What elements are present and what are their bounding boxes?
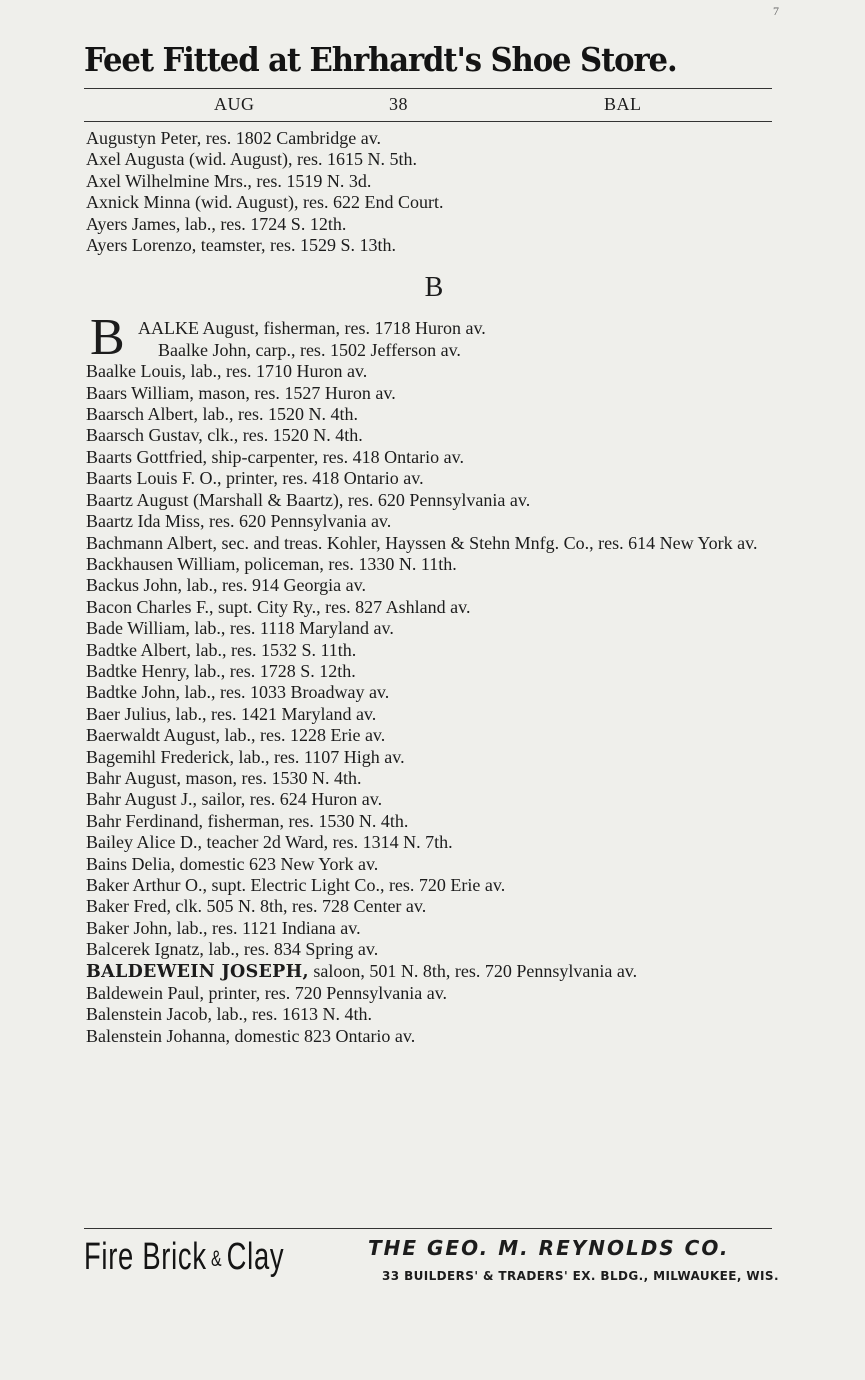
featured-name: BALDEWEIN JOSEPH, — [86, 961, 309, 982]
footer-rule — [84, 1228, 772, 1229]
list-item: Balenstein Jacob, lab., res. 1613 N. 4th. — [86, 1004, 372, 1025]
list-item: Bade William, lab., res. 1118 Maryland av. — [86, 618, 394, 639]
dropcap-entry — [86, 309, 774, 367]
company-address: 33 BUILDERS' & TRADERS' EX. BLDG., MILWAUKEE, WIS. — [382, 1269, 779, 1283]
running-head-left: AUG — [214, 94, 255, 114]
list-item: Bachmann Albert, sec. and treas. Kohler, Hayssen & Stehn Mnfg. Co., res. 614 New York av. — [86, 532, 758, 553]
company-name: THE GEO. M. REYNOLDS CO. — [368, 1236, 730, 1260]
fire-brick-clay-ad — [84, 1236, 284, 1279]
list-item: Bailey Alice D., teacher 2d Ward, res. 1314 N. 7th. — [86, 832, 453, 853]
list-item: AALKE August, fisherman, res. 1718 Huron av. — [138, 318, 486, 339]
list-item: Baldewein Paul, printer, res. 720 Pennsylvania av. — [86, 983, 448, 1004]
ampersand-ornament: & — [211, 1245, 223, 1271]
list-item: Bahr August, mason, res. 1530 N. 4th. — [86, 767, 362, 788]
list-item: Baalke Louis, lab., res. 1710 Huron av. — [86, 361, 368, 382]
dropcap-initial: B — [90, 309, 125, 367]
list-item: Bahr Ferdinand, fisherman, res. 1530 N. 4th. — [86, 810, 409, 831]
list-item: Baarsch Albert, lab., res. 1520 N. 4th. — [86, 404, 358, 425]
clay-text: Clay — [226, 1236, 285, 1278]
list-item: Backhausen William, policeman, res. 1330 N. 11th. — [86, 553, 457, 574]
list-item: Baartz Ida Miss, res. 620 Pennsylvania av. — [86, 511, 392, 532]
fire-brick-text: Fire Brick — [84, 1236, 207, 1278]
running-head — [84, 94, 772, 116]
section-letter: B — [424, 272, 444, 304]
list-item: Badtke John, lab., res. 1033 Broadway av. — [86, 682, 390, 703]
list-item: Ayers Lorenzo, teamster, res. 1529 S. 13th. — [86, 235, 397, 256]
list-item: Baarts Gottfried, ship-carpenter, res. 418 Ontario av. — [86, 446, 464, 467]
list-item: Augustyn Peter, res. 1802 Cambridge av. — [86, 128, 382, 148]
list-item: Baerwaldt August, lab., res. 1228 Erie av. — [86, 725, 386, 746]
list-item: Baalke John, carp., res. 1502 Jefferson av. — [158, 339, 461, 360]
featured-details: saloon, 501 N. 8th, res. 720 Pennsylvania av. — [308, 960, 638, 981]
list-item: Baer Julius, lab., res. 1421 Maryland av. — [86, 703, 377, 724]
list-item: Baarsch Gustav, clk., res. 1520 N. 4th. — [86, 425, 363, 446]
list-item: Axel Augusta (wid. August), res. 1615 N. 5th. — [86, 149, 417, 170]
list-item: Bahr August J., sailor, res. 624 Huron av. — [86, 789, 383, 810]
list-item: Balcerek Ignatz, lab., res. 834 Spring av. — [86, 939, 379, 960]
list-item: Baker John, lab., res. 1121 Indiana av. — [86, 917, 361, 938]
list-item: Baker Fred, clk. 505 N. 8th, res. 728 Center av. — [86, 896, 427, 917]
header-rule-top — [84, 88, 772, 89]
list-item: Baker Arthur O., supt. Electric Light Co., res. 720 Erie av. — [86, 875, 506, 895]
list-item: Baars William, mason, res. 1527 Huron av. — [86, 382, 396, 403]
list-item: Baartz August (Marshall & Baartz), res. 620 Pennsylvania av. — [86, 489, 531, 510]
list-item: Badtke Albert, lab., res. 1532 S. 11th. — [86, 639, 357, 660]
list-item-featured — [86, 961, 774, 983]
running-head-right: BAL — [604, 94, 642, 114]
corner-mark: 7 — [773, 4, 779, 18]
list-item: Bagemihl Frederick, lab., res. 1107 High av. — [86, 746, 405, 767]
header-rule-bottom — [84, 121, 772, 122]
list-item: Bains Delia, domestic 623 New York av. — [86, 853, 379, 874]
list-item: Balenstein Johanna, domestic 823 Ontario av. — [86, 1025, 416, 1046]
list-item: Ayers James, lab., res. 1724 S. 12th. — [86, 213, 347, 234]
list-item: Backus John, lab., res. 914 Georgia av. — [86, 575, 366, 596]
page-number: 38 — [389, 94, 408, 114]
list-item: Axel Wilhelmine Mrs., res. 1519 N. 3d. — [86, 170, 372, 191]
list-item: Axnick Minna (wid. August), res. 622 End Court. — [86, 192, 444, 213]
footer-advertisement — [84, 1236, 779, 1292]
list-item: Badtke Henry, lab., res. 1728 S. 12th. — [86, 660, 356, 681]
directory-entries — [86, 128, 774, 1047]
list-item: Bacon Charles F., supt. City Ry., res. 827 Ashland av. — [86, 596, 471, 617]
list-item: Baarts Louis F. O., printer, res. 418 Ontario av. — [86, 468, 424, 489]
header-advertisement: Feet Fitted at Ehrhardt's Shoe Store. — [84, 40, 677, 79]
